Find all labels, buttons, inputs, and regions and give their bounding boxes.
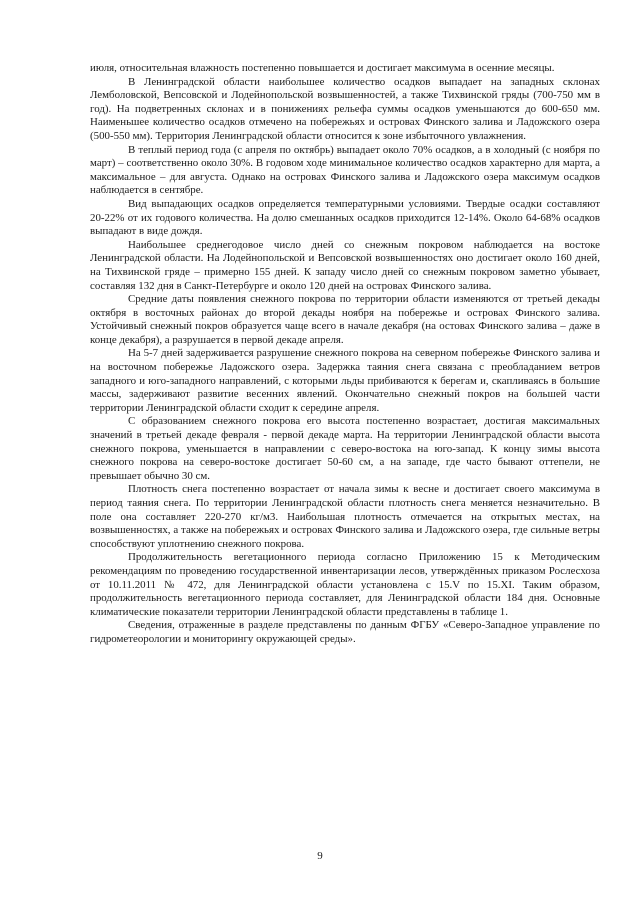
paragraph-snow-depth: С образованием снежного покрова его высота постепенно возрастает, достигая максимальных значений в третьей декаде февраля - первой декаде марта. На территории Ленинградской области высота снежного покрова, уменьшается в направлении с северо-востока на юго-запад. К концу зимы высота снежного покрова на северо-востоке достигает 50-60 см, а на западе, где часто бывают оттепели, не превышает обычно 30 см. bbox=[90, 415, 600, 482]
paragraph-seasonal-precipitation: В теплый период года (с апреля по октябрь) выпадает около 70% осадков, а в холодный (с ноября по март) – соответственно около 30%. В годовом ходе минимальное количество осадков характерно для марта, а максимальное – для августа. Однако на островах Финского залива и Ладожского озера максимум осадков наблюдается в сентябре. bbox=[90, 143, 600, 197]
paragraph-snow-cover-days: Наибольшее среднегодовое число дней со снежным покровом наблюдается на востоке Ленинградской области. На Лодейнопольской и Вепсовской возвышенностях оно достигает около 160 дней, на Тихвинской гряде – примерно 155 дней. К западу число дней со снежным покровом заметно убывает, составляя 132 дня в Санкт-Петербурге и около 120 дней на островах Финского залива. bbox=[90, 238, 600, 292]
paragraph-continuation: июля, относительная влажность постепенно повышается и достигает максимума в осенние месяцы. bbox=[90, 62, 555, 74]
paragraph-vegetation-period: Продолжительность вегетационного периода согласно Приложению 15 к Методическим рекомендациям по проведению государственной инвентаризации лесов, утверждённых приказом Рослесхоза от 10.11.2011 № 472, для Ленинградской области установлена с 15.V по 15.XI. Таким образом, продолжительность вегетационного периода составляет, для Ленинградской области 184 дня. Основные климатические показатели территории Ленинградской области представлены в таблице 1. bbox=[90, 551, 600, 618]
page-number: 9 bbox=[317, 850, 323, 862]
paragraph-precipitation-types: Вид выпадающих осадков определяется температурными условиями. Твердые осадки составляют 20-22% от их годового количества. На долю смешанных осадков приходится 12-14%. Около 64-68% осадков выпадают в виде дождя. bbox=[90, 197, 600, 238]
paragraph-snow-melt-delay: На 5-7 дней задерживается разрушение снежного покрова на северном побережье Финского залива и на восточном побережье Ладожского озера. Задержка таяния снега связана с преобладанием ветров западного и юго-западного направлений, с которыми льды прибиваются к берегам и, скапливаясь в большие массы, задерживают развитие весенних явлений. Окончательно снежный покров на большей части территории Ленинградской области сходит к середине апреля. bbox=[90, 347, 600, 414]
paragraph-precipitation-distribution: В Ленинградской области наибольшее количество осадков выпадает на западных склонах Лемболовской, Вепсовской и Лодейнопольской возвышенностей, а также Тихвинской гряды (700-750 мм в год). На подветренных склонах и в понижениях рельефа суммы осадков уменьшаются до 600-650 мм. Наименьшее количество осадков отмечено на побережьях и островах Финского залива и Ладожского озера (500-550 мм). Территория Ленинградской области относится к зоне избыточного увлажнения. bbox=[90, 75, 600, 142]
paragraph-snow-cover-dates: Средние даты появления снежного покрова по территории области изменяются от третьей декады октября в восточных районах до второй декады ноября на побережье и островах Финского залива. Устойчивый снежный покров образуется чаще всего в начале декабря (на остовах Финского залива – даже в конце декабря), а разрушается в первой декаде апреля. bbox=[90, 293, 600, 346]
paragraph-snow-density: Плотность снега постепенно возрастает от начала зимы к весне и достигает своего максимума в период таяния снега. По территории Ленинградской области плотность снега меняется незначительно. В поле она составляет 220-270 кг/м3. Наибольшая плотность отмечается на открытых местах, на возвышенностях, а также на побережьях и островах Финского залива и Ладожского озера, где сильные ветры способствуют уплотнению снежного покрова. bbox=[90, 483, 600, 550]
paragraph-data-source: Сведения, отраженные в разделе представлены по данным ФГБУ «Северо-Западное управление по гидрометеорологии и мониторингу окружающей среды». bbox=[90, 619, 600, 645]
document-body bbox=[90, 62, 600, 647]
